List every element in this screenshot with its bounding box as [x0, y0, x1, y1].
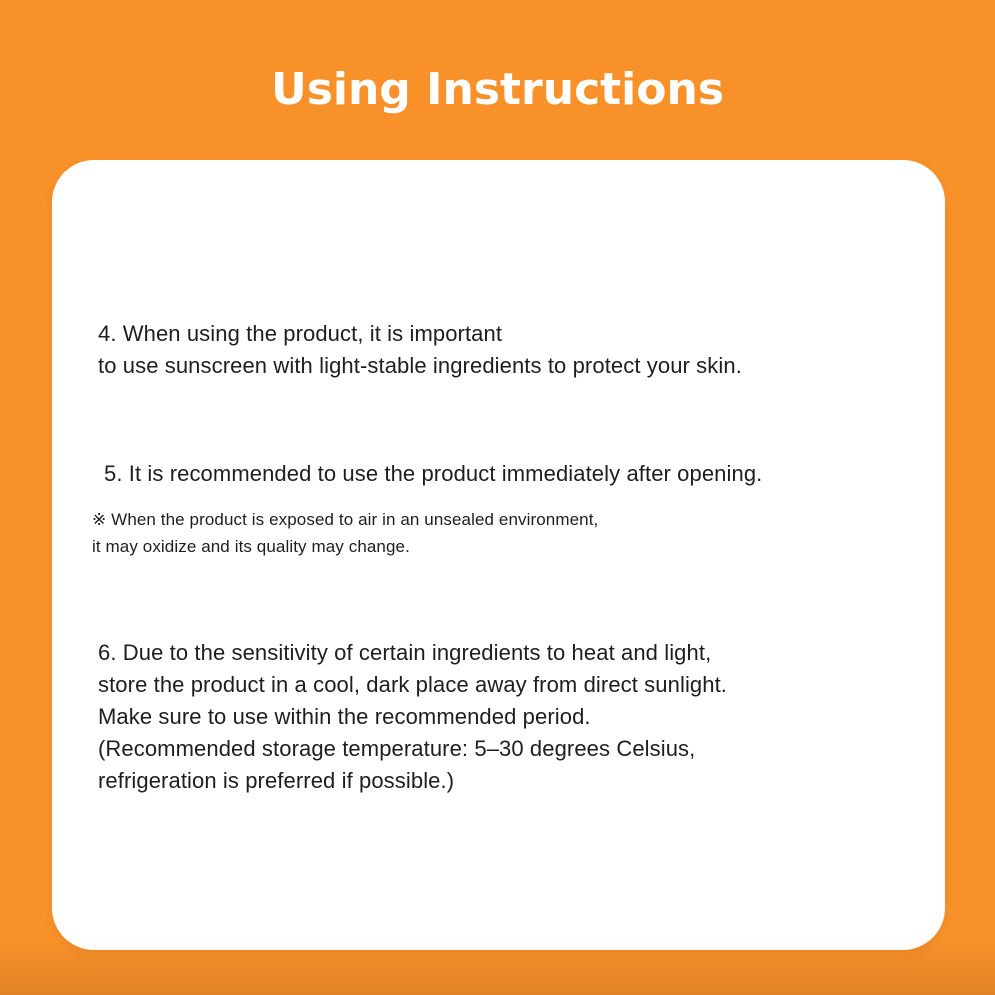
instruction-item-6-line-3: Make sure to use within the recommended period.: [98, 704, 591, 729]
instruction-note-line-1: ※ When the product is exposed to air in an unsealed environment,: [92, 510, 599, 529]
instruction-item-4-line-1: 4. When using the product, it is important: [98, 321, 503, 346]
instruction-item-6-line-1: 6. Due to the sensitivity of certain ingredients to heat and light,: [98, 640, 712, 665]
instruction-item-6-line-2: store the product in a cool, dark place away from direct sunlight.: [98, 672, 728, 697]
instruction-item-6-line-5: refrigeration is preferred if possible.): [98, 768, 455, 793]
instruction-item-4: [98, 318, 742, 382]
instruction-item-5: [104, 458, 762, 490]
instruction-note-line-2: it may oxidize and its quality may change.: [92, 537, 410, 556]
instructions-card: [52, 160, 945, 950]
instruction-item-6-line-4: (Recommended storage temperature: 5–30 degrees Celsius,: [98, 736, 696, 761]
instruction-note: [92, 506, 598, 560]
instruction-item-6: [98, 637, 727, 797]
instruction-item-4-line-2: to use sunscreen with light-stable ingredients to protect your skin.: [98, 353, 742, 378]
instruction-item-5-line-1: 5. It is recommended to use the product immediately after opening.: [104, 461, 763, 486]
page-title: Using Instructions: [270, 64, 725, 115]
